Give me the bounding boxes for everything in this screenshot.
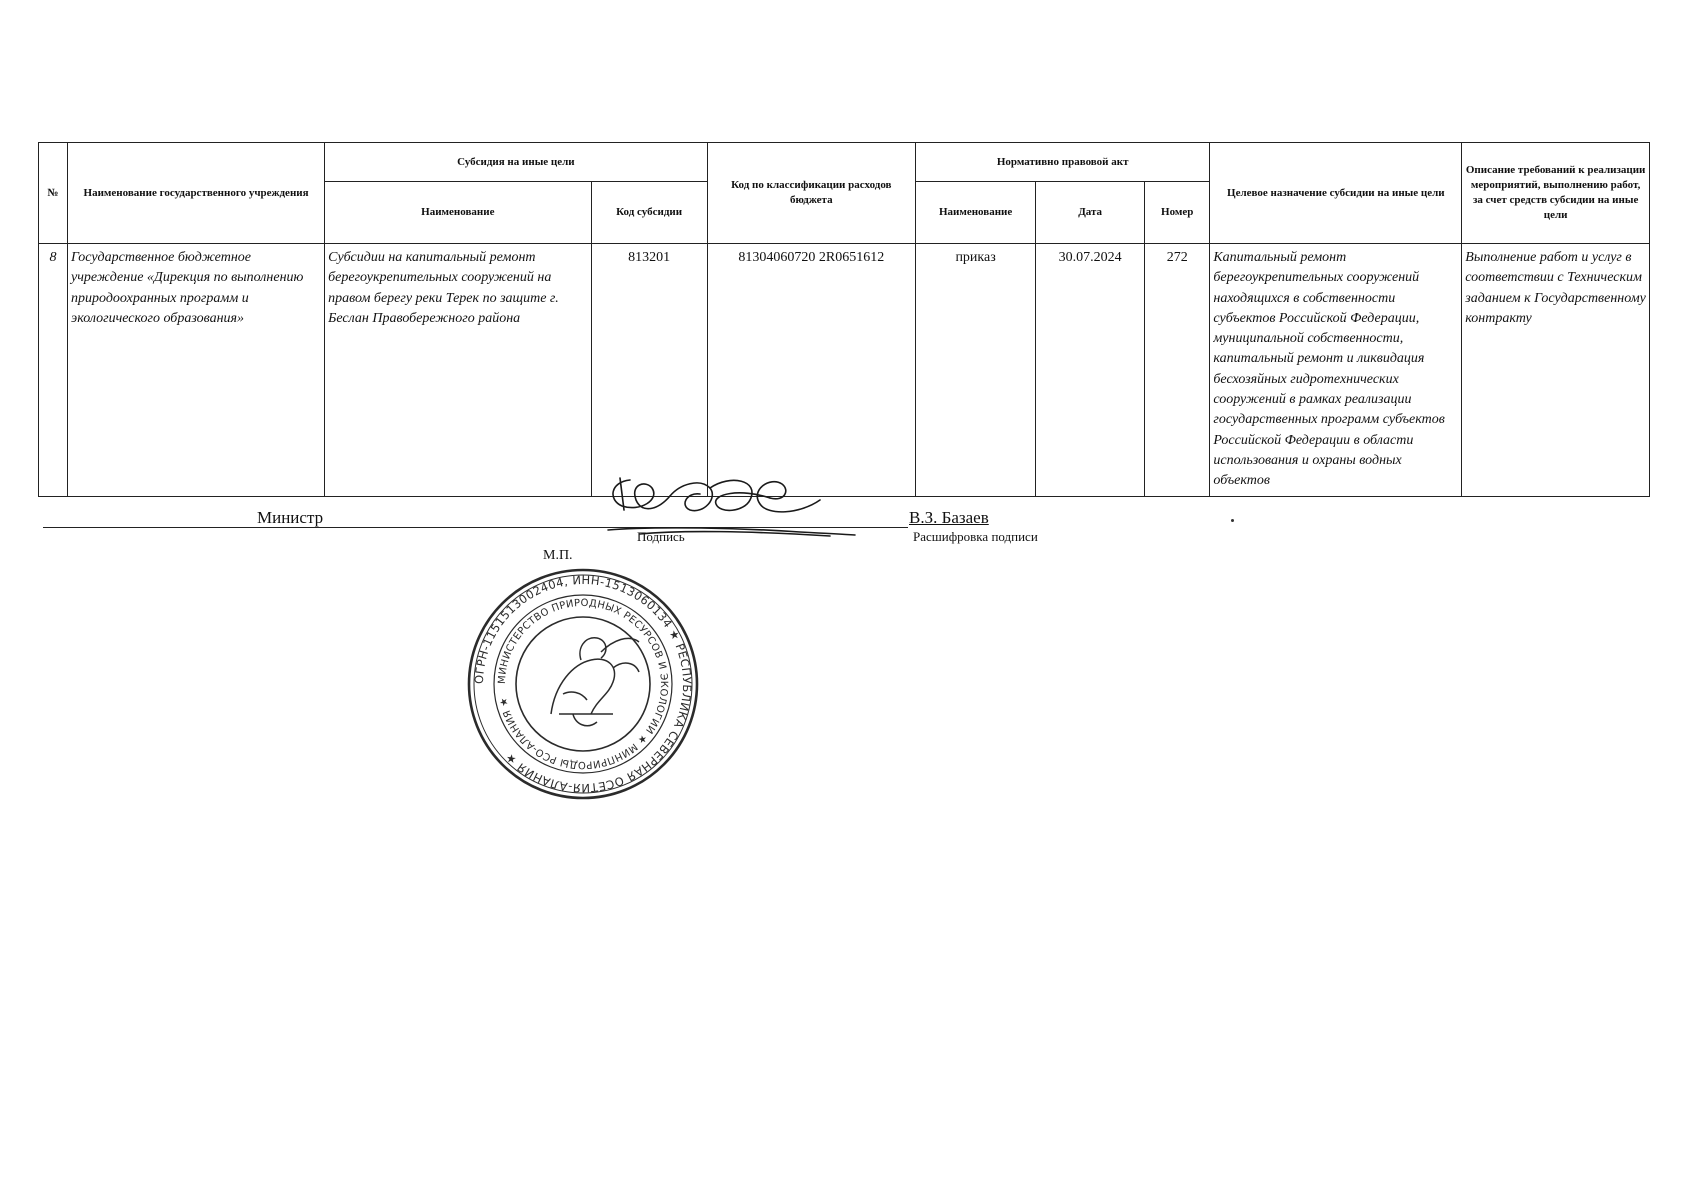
cell-number: 8 bbox=[39, 244, 68, 497]
header-requirements: Описание требований к реализации мероприятий, выполнению работ, за счет средств субсидии на иные цели bbox=[1462, 143, 1650, 244]
header-budget-code: Код по классификации расходов бюджета bbox=[707, 143, 915, 244]
signer-name: В.З. Базаев bbox=[909, 508, 989, 527]
cell-act-number: 272 bbox=[1145, 244, 1210, 497]
table-row bbox=[39, 244, 1650, 497]
handwritten-signature bbox=[600, 470, 860, 540]
cell-act-name: приказ bbox=[915, 244, 1035, 497]
signature-caption: Подпись bbox=[637, 529, 685, 544]
header-number: № bbox=[39, 143, 68, 244]
name-caption: Расшифровка подписи bbox=[913, 529, 1038, 544]
position-title: Министр bbox=[257, 508, 324, 527]
seal-emblem-icon bbox=[551, 638, 639, 726]
cell-institution: Государственное бюджетное учреждение «Дирекция по выполнению природоохранных программ и экологического образования» bbox=[68, 244, 325, 497]
header-purpose: Целевое назначение субсидии на иные цели bbox=[1210, 143, 1462, 244]
seal-inner-text: МИНИСТЕРСТВО ПРИРОДНЫХ РЕСУРСОВ И ЭКОЛОГИИ ★ МИНПРИРОДЫ РСО-АЛАНИЯ ★ bbox=[496, 597, 670, 771]
header-subsidy-code: Код субсидии bbox=[591, 182, 707, 244]
header-subsidy-group: Субсидия на иные цели bbox=[325, 143, 708, 182]
stray-dot bbox=[1231, 519, 1234, 522]
cell-budget-code: 81304060720 2R0651612 bbox=[707, 244, 915, 497]
header-act-number: Номер bbox=[1145, 182, 1210, 244]
seal-outer-text: ОГРН-1151513002404, ИНН-1513060134 ★ РЕСПУБЛИКА СЕВЕРНАЯ ОСЕТИЯ-АЛАНИЯ ★ bbox=[471, 572, 695, 796]
cell-act-date: 30.07.2024 bbox=[1036, 244, 1145, 497]
header-act-date: Дата bbox=[1036, 182, 1145, 244]
cell-requirements: Выполнение работ и услуг в соответствии с Техническим заданием к Государственному контракту bbox=[1462, 244, 1650, 497]
header-institution: Наименование государственного учреждения bbox=[68, 143, 325, 244]
header-subsidy-name: Наименование bbox=[325, 182, 591, 244]
header-act-name: Наименование bbox=[915, 182, 1035, 244]
cell-subsidy-name: Субсидии на капитальный ремонт берегоукрепительных сооружений на правом берегу реки Терек по защите г. Беслан Правобережного района bbox=[325, 244, 591, 497]
stamp-label: М.П. bbox=[543, 548, 573, 563]
subsidy-table bbox=[38, 142, 1650, 497]
header-act-group: Нормативно правовой акт bbox=[915, 143, 1209, 182]
header-row-top bbox=[39, 143, 1650, 182]
official-seal bbox=[463, 564, 703, 804]
cell-subsidy-code: 813201 bbox=[591, 244, 707, 497]
cell-purpose: Капитальный ремонт берегоукрепительных сооружений находящихся в собственности субъектов Российской Федерации, муниципальной собственности, капитальный ремонт и ликвидация бесхозяйных гидротехнических сооружений в рамках реализации государственных программ субъектов Российской Федерации в области использования и охраны водных объектов bbox=[1210, 244, 1462, 497]
